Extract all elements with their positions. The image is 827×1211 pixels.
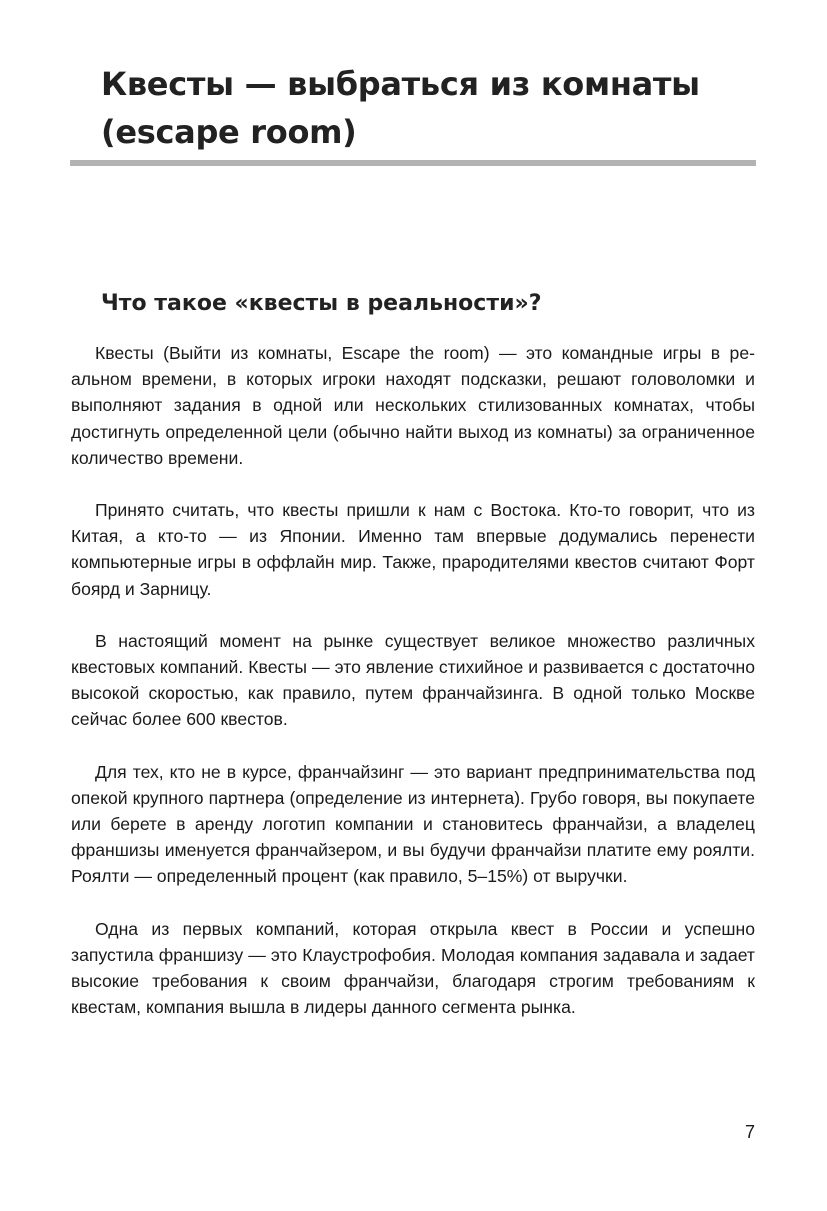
chapter-title-rule	[70, 160, 756, 166]
chapter-title: Квесты — выбраться из комнаты (escape room)	[101, 65, 700, 151]
paragraph: Для тех, кто не в курсе, франчайзинг — это вариант предпринимательства под опекой крупного партнера (определение из интернета). Грубо говоря, вы покупаете или берете в аренду логотип компании и становитесь франчайзи, а владелец франшизы именуется франчайзером, и вы будучи франчайзи платите ему роялти. Роялти — определенный процент (как правило, 5–15%) от выручки.	[71, 761, 755, 887]
paragraph: В настоящий момент на рынке существует великое множество различных квестовых компаний. Квесты — это явление стихийное и развивается с достаточно высокой скоростью, как правило, путем франчайзинга. В одной только Москве сейчас более 600 квестов.	[71, 630, 755, 730]
body-text	[71, 340, 755, 1046]
paragraph: Одна из первых компаний, которая открыла квест в России и успешно запустила франшизу — это Клаустрофобия. Молодая компания задавала и задает высокие требования к своим франчайзи, благодаря строгим требованиям к квестам, компания вышла в лидеры данного сегмента рынка.	[71, 918, 755, 1018]
page-number: 7	[744, 1122, 755, 1142]
paragraph: Квесты (Выйти из комнаты, Escape the room) — это командные игры в реальном времени, в которых игроки находят подсказки, решают головоломки и выполняют задания в одной или нескольких стилизованных комнатах, чтобы достигнуть определенной цели (обычно найти выход из комнаты) за ограниченное количество времени.	[71, 343, 755, 468]
section-title: Что такое «квесты в реальности»?	[101, 291, 542, 316]
paragraph: Принято считать, что квесты пришли к нам с Востока. Кто-то говорит, что из Китая, а кто-то — из Японии. Именно там впервые додумались перенести компьютерные игры в оффлайн мир. Также, прародителями квестов считают Форт боярд и Зарницу.	[71, 500, 755, 599]
